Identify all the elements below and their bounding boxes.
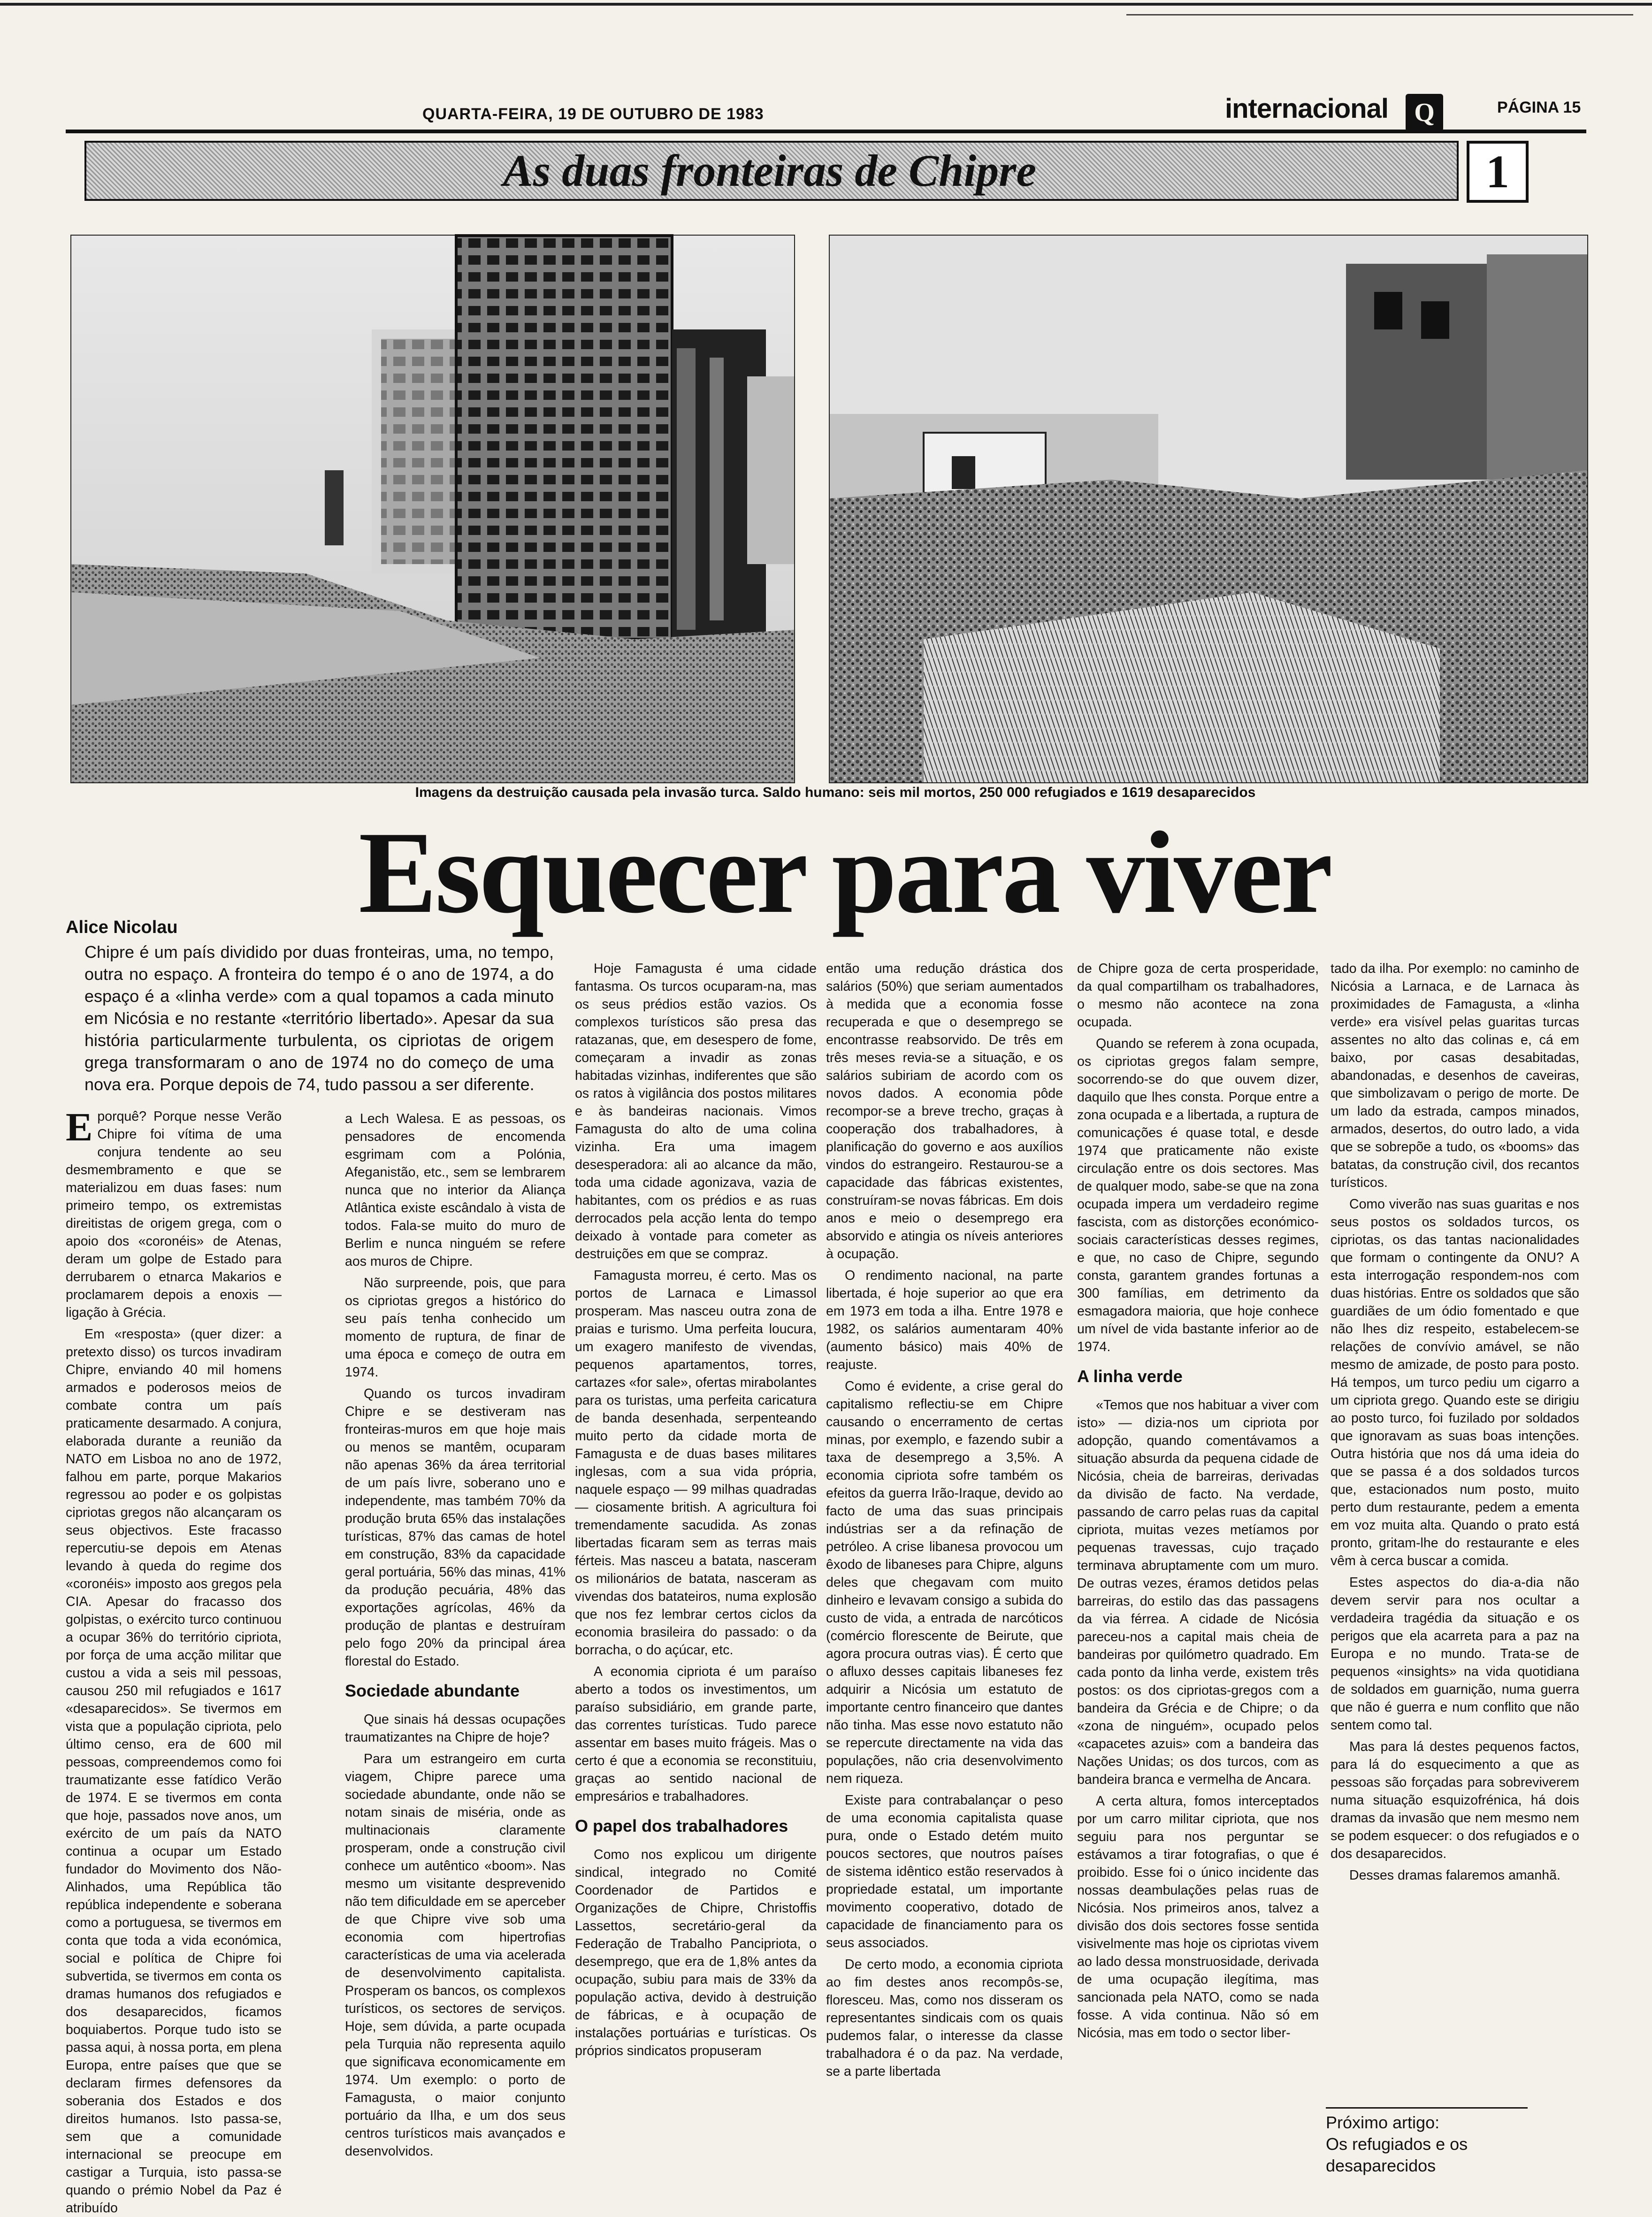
paragraph: Como é evidente, a crise geral do capitalismo reflectiu-se em Chipre causando o encerramento de certas minas, por exemplo, e fazendo subir a taxa de desemprego a 3,5%. A economia cipriota sofre também os efeitos da guerra Irão-Iraque, devido ao facto de uma das suas principais indústrias ser a da refinação de petróleo. A crise libanesa provocou um êxodo de libaneses para Chipre, alguns deles que chegavam com muito dinheiro e levavam consigo a subida do custo de vida, a entrada de narcóticos (comércio florescente de Beirute, que agora procura outras vias). É certo que o afluxo desses capitais libaneses fez adquirir a Nicósia um estatuto de importante centro financeiro que dantes não tinha. Mas esse novo estatuto não se repercute directamente na vida das populações, não cria desenvolvimento nem riqueza. bbox=[826, 1379, 1063, 1786]
paragraph: Desses dramas falaremos amanhã. bbox=[1349, 1868, 1560, 1883]
paragraph: Quando os turcos invadiram Chipre e se destiveram nas fronteiras-muros em que hoje mais ou menos se mantêm, ocuparam não apenas 36% da área territorial de um país livre, soberano uno e independente, mas também 70% da produção bruta 65% das instalações turísticas, 87% das camas de hotel em construção, 83% da capacidade geral portuária, 56% das minas, 41% da produção pecuária, 48% das exportações agrícolas, 46% da produção de plantas e destruíram pelo fogo 20% da principal área florestal do Estado. bbox=[345, 1386, 566, 1669]
paragraph: O rendimento nacional, na parte libertada, é hoje superior ao que era em 1973 em toda a ilha. Entre 1978 e 1982, os salários aumentaram 40% (aumento básico) mais 40% de reajuste. bbox=[826, 1268, 1063, 1372]
byline: Alice Nicolau bbox=[66, 917, 178, 937]
masthead-rule bbox=[66, 130, 1586, 133]
top-border-line-right bbox=[1126, 14, 1633, 15]
section-name: internacional bbox=[1225, 93, 1388, 124]
series-title: As duas fronteiras de Chipre bbox=[503, 145, 1037, 196]
masthead-date: QUARTA-FEIRA, 19 DE OUTUBRO DE 1983 bbox=[422, 105, 764, 123]
paragraph: De certo modo, a economia cipriota ao fim destes anos recompôs-se, floresceu. Mas, como nos disseram os representantes sindicais com os quais pudemos falar, o interesse da classe trabalhadora é o da paz. Na verdade, se a parte libertada bbox=[826, 1957, 1063, 2079]
paragraph: de Chipre goza de certa prosperidade, da qual compartilham os trabalhadores, o mesmo não acontece na zona ocupada. bbox=[1077, 961, 1319, 1030]
paragraph: Mas para lá destes pequenos factos, para lá do esquecimento a que as pessoas são forçadas para sobreviverem numa situação esquizofrénica, há dois dramas da invasão que nem mesmo nem se podem esquecer: o dos refugiados e o dos desaparecidos. bbox=[1331, 1739, 1579, 1861]
paragraph: tado da ilha. Por exemplo: no caminho de Nicósia a Larnaca, e de Larnaca às proximidades de Famagusta, a «linha verde» era visível pelas guaritas turcas assentes no alto das colinas e, cá em baixo, por casas desabitadas, abandonadas, e desenhos de caveiras, que simbolizavam o perigo de morte. De um lado da estrada, campos minados, armados, desertos, do outro lado, a vida que se sobrepõe a tudo, os «booms» das batatas, da construção civil, dos recantos turísticos. bbox=[1331, 961, 1579, 1190]
paragraph: Famagusta morreu, é certo. Mas os portos de Larnaca e Limassol prosperam. Mas nasceu outra zona de praias e turismo. Uma perfeita loucura, um exagero manifesto de vivendas, pequenos apartamentos, torres, cartazes «for sale», ofertas mirabolantes para os turistas, uma perfeita caricatura de banda desenhada, serpenteando muito perto da cidade morta de Famagusta e de duas bases militares inglesas, com a sua vida própria, naquele espaço — 99 milhas quadradas — ciosamente british. A agricultura foi tremendamente sacudida. As zonas libertadas ficaram sem as terras mais férteis. Mas nasceu a batata, nasceram os milionários de batata, nasceram as vivendas dos batateiros, numa explosão que nos fez lembrar certos ciclos da economia brasileira do passado: o da borracha, o do açúcar, etc. bbox=[575, 1268, 817, 1658]
paragraph: Não surpreende, pois, que para os cipriotas gregos a histórico do seu país tenha conhecido um momento de ruptura, de finar de uma época e começo de outra em 1974. bbox=[345, 1276, 566, 1380]
article-lede: Chipre é um país dividido por duas fronteiras, uma, no tempo, outra no espaço. A fronteira do tempo é o ano de 1974, a do espaço é a «linha verde» com a qual topamos a cada minuto em Nicósia e no restante «território libertado». Apesar da sua história particularmente turbulenta, os cipriotas de origem grega transformaram o ano de 1974 no do começo de uma nova era. Porque depois de 74, tudo passou a ser diferente. bbox=[84, 942, 554, 1094]
photo-destroyed-buildings bbox=[70, 235, 795, 783]
drop-cap: E bbox=[66, 1104, 93, 1149]
page-number: PÁGINA 15 bbox=[1497, 99, 1581, 116]
subheading-sociedade-abundante: Sociedade abundante bbox=[345, 1681, 520, 1700]
paragraph: então uma redução drástica dos salários (50%) que seriam aumentados à medida que a economia fosse recuperada e que o desemprego se encontrasse reabsorvido. De três em três meses revia-se a situação, e os salários subiriam de acordo com os novos dados. A economia pôde recompor-se a breve trecho, graças à cooperação dos trabalhadores, à planificação do governo e aos auxílios vindos do estrangeiro. Restaurou-se a capacidade das fábricas existentes, construíram-se novas fábricas. Em dois anos e meio o desemprego era absorvido e atingia os níveis anteriores à ocupação. bbox=[826, 961, 1063, 1261]
paragraph: A certa altura, fomos interceptados por um carro militar cipriota, que nos seguiu para nos perguntar se estávamos a tirar fotografias, o que é proibido. Esse foi o único incidente das nossas deambulações pelas ruas de Nicósia. Nos primeiros anos, talvez a divisão dos dois sectores fosse sentida visivelmente mas hoje os cipriotas vivem ao lado dessa monstruosidade, derivada de uma ocupação ilegítima, mas sancionada pela NATO, como se nada fosse. A vida continua. Não só em Nicósia, mas em todo o sector liber- bbox=[1077, 1794, 1319, 2041]
paragraph: Quando se referem à zona ocupada, os cipriotas gregos falam sempre, socorrendo-se do que ouvem dizer, daquilo que lhes consta. Porque entre a zona ocupada e a libertada, a ruptura de comunicações é quase total, e desde 1974 que praticamente não existe circulação entre os dois sectores. Mas de qualquer modo, sabe-se que na zona ocupada impera um verdadeiro regime fascista, com as distorções económico-sociais características desses regimes, e que, no caso de Chipre, segundo consta, garantem grandes fortunas a 300 famílias, em detrimento da esmagadora maioria, que hoje conhece um nível de vida bastante inferior ao de 1974. bbox=[1077, 1036, 1319, 1354]
newspaper-logo-icon: Q bbox=[1406, 94, 1443, 131]
paragraph: Que sinais há dessas ocupações traumatizantes na Chipre de hoje? bbox=[345, 1712, 566, 1745]
article-headline: Esquecer para viver bbox=[359, 808, 1331, 938]
article-column-3 bbox=[575, 960, 817, 2196]
subheading-papel-trabalhadores: O papel dos trabalhadores bbox=[575, 1816, 788, 1835]
paragraph: Como viverão nas suas guaritas e nos seus postos os soldados turcos, os cipriotas, os das tantas nacionalidades que formam o contingente da ONU? A esta interrogação respondem-nos com duas histórias. Entre os soldados que são guardiães de um ódio fomentado e que não lhes diz respeito, estabelecem-se relações de convívio amável, se não mesmo de amizade, de posto para posto. Há tempos, um turco pediu um cigarro a um cipriota grego. Quando este se dirigiu ao posto turco, foi fuzilado por soldados que ignoravam as suas boas intenções. Outra história que nos dá uma ideia do que se passa é a dos soldados turcos que, estacionados num posto, muito perto dum restaurante, pedem a ementa em voz muita alta. Quando o prato está pronto, gritam-lhe do restaurante e eles vêm à cerca buscar a comida. bbox=[1331, 1197, 1579, 1568]
next-article-box bbox=[1326, 2112, 1579, 2177]
article-column-4 bbox=[826, 960, 1063, 2196]
paragraph: Estes aspectos do dia-a-dia não devem servir para nos ocultar a verdadeira tragédia da situação e os perigos que ela acarreta para a paz na Europa e no mundo. Trata-se de pequenos «insights» na vida quotidiana de soldados em guarnição, numa guerra que não é guerra e num conflito que não sentem como tal. bbox=[1331, 1575, 1579, 1733]
paragraph: Para um estrangeiro em curta viagem, Chipre parece uma sociedade abundante, onde não se notam sinais de miséria, onde as multinacionais claramente prosperam, onde a construção civil conhece um autêntico «boom». Nas mesmo um visitante desprevenido não tem dificuldade em se aperceber de que Chipre vive sob uma economia com hipertrofias características de uma via acelerada de desenvolvimento capitalista. Prosperam os bancos, os complexos turísticos, os sectores de serviços. Hoje, sem dúvida, a parte ocupada pela Turquia não representa aquilo que significava economicamente em 1974. Um exemplo: o porto de Famagusta, o maior conjunto portuário da Ilha, e um dos seus centros turísticos mais avançados e desenvolvidos. bbox=[345, 1751, 566, 2159]
article-column-1 bbox=[66, 1104, 282, 2216]
next-article-title: Os refugiados e os desaparecidos bbox=[1326, 2134, 1468, 2175]
article-column-5 bbox=[1077, 960, 1319, 2196]
photo-rubble-field bbox=[829, 235, 1588, 783]
next-article-label: Próximo artigo: bbox=[1326, 2113, 1440, 2132]
article-column-6 bbox=[1331, 960, 1579, 2110]
paragraph: porquê? Porque nesse Verão Chipre foi vítima de uma conjura tendente ao seu desmembramento e que se materializou em duas fases: num primeiro tempo, os extremistas direitistas de origem grega, com o apoio dos «coronéis» de Atenas, deram um golpe de Estado para derrubarem o etnarca Makarios e proclamarem depois a enoxis — ligação à Grécia. bbox=[66, 1109, 282, 1320]
paragraph: Como nos explicou um dirigente sindical, integrado no Comité Coordenador de Partidos e Organizações de Chipre, Christoffis Lassettos, secretário-geral da Federação de Trabalho Pancipriota, o desemprego, que era de 1,8% antes da ocupação, subiu para mais de 33% da população activa, devido à destruição de fábricas, e à ocupação de instalações portuárias e turísticas. Os próprios sindicatos propuseram bbox=[575, 1847, 817, 2058]
top-border-line bbox=[0, 3, 1652, 6]
article-column-2 bbox=[345, 1110, 566, 2196]
paragraph: Em «resposta» (quer dizer: a pretexto disso) os turcos invadiram Chipre, enviando 40 mil homens armados e poderosos meios de combate contra um país praticamente desarmado. A conjura, elaborada durante a reunião da NATO em Lisboa no ano de 1972, falhou em parte, porque Makarios regressou ao poder e os golpistas cipriotas gregos não alcançaram os seus objectivos. Este fracasso repercutiu-se depois em Atenas levando à queda do regime dos «coronéis» imposto aos gregos pela CIA. Apesar do fracasso dos golpistas, o exército turco continuou a ocupar 36% do território cipriota, por força de uma acção militar que custou a vida a seis mil pessoas, causou 250 mil refugiados e 1617 «desaparecidos». Se tivermos em vista que a população cipriota, pelo último censo, era de 600 mil pessoas, compreendemos como foi traumatizante esse fatídico Verão de 1974. E se tivermos em conta que hoje, passados nove anos, um exército de um país da NATO continua a ocupar um Estado fundador do Movimento dos Não-Alinhados, uma República tão república independente e soberana como a portuguesa, se tivermos em conta que toda a vida económica, social e política de Chipre foi subvertida, se tivermos em conta os dramas humanos dos refugiados e dos desaparecidos, ficamos boquiabertos. Porque tudo isto se passa aqui, à nossa porta, em plena Europa, entre países que que se declaram firmes defensores da soberania dos Estados e dos direitos humanos. Isto passa-se, sem que a comunidade internacional se preocupe em castigar a Turquia, isto passa-se quando o prémio Nobel da Paz é atribuído bbox=[66, 1327, 282, 2216]
paragraph: Existe para contrabalançar o peso de uma economia capitalista quase pura, onde o Estado detém muito poucos sectores, que noutros países de sistema idêntico estão reservados à propriedade estatal, um importante movimento cooperativo, dotado de capacidade de financiamento para os seus associados. bbox=[826, 1793, 1063, 1950]
paragraph: A economia cipriota é um paraíso aberto a todos os investimentos, um paraíso subsidiário, em grande parte, das correntes turísticas. Tudo parece assentar em bases muito frágeis. Mas o certo é que a economia se reconstituiu, graças ao sentido nacional de empresários e trabalhadores. bbox=[575, 1664, 817, 1804]
subheading-linha-verde: A linha verde bbox=[1077, 1367, 1183, 1386]
series-number: 1 bbox=[1467, 141, 1529, 203]
paragraph: «Temos que nos habituar a viver com isto» — dizia-nos um cipriota por adopção, quando comentávamos a situação absurda da pequena cidade de Nicósia, cheia de barreiras, derivadas da divisão de facto. Na verdade, passando de carro pelas ruas da capital cipriota, muitas vezes metíamos por pequenas travessas, cujo traçado terminava abruptamente com um muro. De outras vezes, éramos detidos pelas barreiras, do estilo das das passagens da via férrea. A cidade de Nicósia pareceu-nos a capital mais cheia de bandeiras por quilómetro quadrado. Em cada ponto da linha verde, existem três postos: os dos cipriotas-gregos com a bandeira da Grécia e de Chipre; o da «zona de ninguém», ocupado pelos «capacetes azuis» com a bandeira das Nações Unidas; os dos turcos, com as bandeira branca e vermelha de Ancara. bbox=[1077, 1398, 1319, 1787]
next-article-rule bbox=[1326, 2107, 1528, 2109]
paragraph: Hoje Famagusta é uma cidade fantasma. Os turcos ocuparam-na, mas os seus prédios estão vazios. Os complexos turísticos são presa das ratazanas, que, em desespero de fome, começaram a invadir as zonas habitadas vizinhas, indiferentes que são os ratos à vigilância dos postos militares e às bandeiras nacionais. Vimos Famagusta do alto de uma colina vizinha. Era uma imagem desesperadora: ali ao alcance da mão, toda uma cidade agonizava, vazia de habitantes, com os prédios e as ruas derrocados pela acção lenta do tempo deixado à vontade para cometer as destruições em que se compraz. bbox=[575, 961, 817, 1261]
photo-caption: Imagens da destruição causada pela invasão turca. Saldo humano: seis mil mortos, 250 000 refugiados e 1619 desaparecidos bbox=[415, 785, 1256, 800]
paragraph: a Lech Walesa. E as pessoas, os pensadores de encomenda esgrimam com a Polónia, Afeganistão, etc., sem se lembrarem nunca que no interior da Aliança Atlântica existe escândalo à vista de todos. Fala-se muito do muro de Berlim e nunca ninguém se refere aos muros de Chipre. bbox=[345, 1111, 566, 1269]
